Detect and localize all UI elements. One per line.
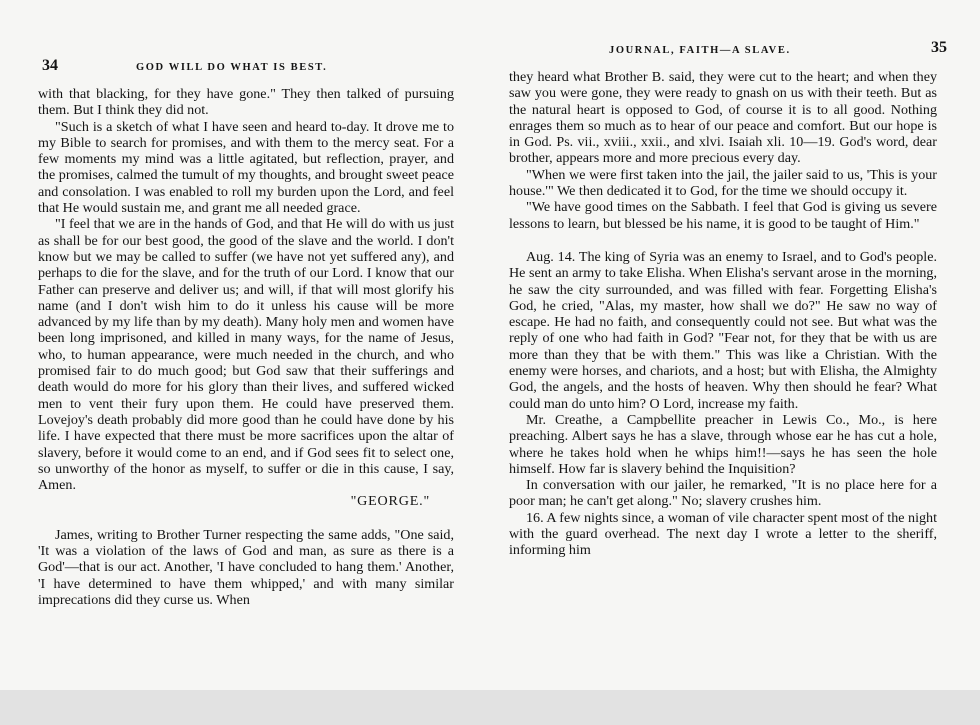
- paragraph: James, writing to Brother Turner respecting the same adds, "One said, 'It was a violation of the laws of God and man, as sure as there is a God'—that is our act. Another, 'I have concluded to hang them.' Another, 'I have determined to have them whipped,' and with many similar imprecations did they curse us. When: [38, 526, 454, 608]
- right-body-text: [509, 69, 937, 559]
- left-running-title: GOD WILL DO WHAT IS BEST.: [136, 62, 328, 73]
- right-page: [509, 0, 947, 690]
- paragraph: "I feel that we are in the hands of God, and that He will do with us just as shall be for our best good, the good of the slave and the world. I don't know but we may be called to suffer (we have not yet suffered any), and perhaps to die for the slave, and for the truth of our Lord. I know that our Father can preserve and deliver us; and will, if that will most glorify his name (and I don't wish him to do it unless his cause will be more advanced by my life than by my death). Many holy men and women have been long imprisoned, and killed in many ways, for the name of Jesus, who, to human appearance, were much needed in the church, and who promised fair to do much good; but God saw that their sufferings and death would do more for his glory than their lives, and suffered wicked men to vent their fury upon them. He could have preserved them. Lovejoy's death probably did more good than he could have done by his life. I have expected that there must be more sacrifices upon the altar of slavery, before it would come to an end, and if God sees fit to select one, so unworthy of the honor as myself, to suffer or die in this cause, I say, Amen.: [38, 216, 454, 494]
- paragraph: they heard what Brother B. said, they were cut to the heart; and when they saw you were gone, they were ready to gnash on us with their teeth. But as the natural heart is opposed to God, of course it is to all good. Nothing enrages them so much as to hear of our peace and comfort. But our hope is in God. Ps. vii., xviii., xxii., and xlvi. Isaiah xli. 10—19. God's word, dear brother, appears more and more precious every day.: [509, 69, 937, 167]
- right-running-title: JOURNAL, FAITH—A SLAVE.: [609, 45, 791, 56]
- paragraph: "When we were first taken into the jail, the jailer said to us, 'This is your house.'" We then dedicated it to God, for the time we should occupy it.: [509, 166, 937, 200]
- signature: "GEORGE.": [350, 493, 430, 510]
- journal-entry-aug-14: Aug. 14. The king of Syria was an enemy to Israel, and to God's people. He sent an army to take Elisha. When Elisha's servant arose in the morning, he saw the city surrounded, and was filled with fear. Forgetting Elisha's God, he cried, "Alas, my master, how shall we do?" He saw no way of escape. He had no faith, and consequently could not see. But what was the reply of one who had faith in God? "Fear not, for they that be with us are more than they that be with them." This was like a Christian. With the enemy were horses, and chariots, and a host; but with Elisha, the Almighty God, the angels, and the hosts of heaven. Why then should he fear? What could man do unto him? O Lord, increase my faith.: [509, 248, 937, 412]
- right-page-number: 35: [931, 39, 947, 56]
- left-page: [38, 0, 454, 690]
- paragraph: Mr. Creathe, a Campbellite preacher in Lewis Co., Mo., is here preaching. Albert says he has a slave, through whose ear he has cut a hole, where he takes hold when he whips him!!—says he has seen the hole himself. How far is slavery behind the Inquisition?: [509, 411, 937, 477]
- paragraph: In conversation with our jailer, he remarked, "It is no place here for a poor man; he can't get along." No; slavery crushes him.: [509, 477, 937, 510]
- paragraph: "Such is a sketch of what I have seen and heard to-day. It drove me to my Bible to search for promises, and with them to the mercy seat. For a few moments my mind was a little agitated, but reflection, prayer, and the promises, calmed the tumult of my thoughts, and brought sweet peace and consolation. I was enabled to roll my burden upon the Lord, and feel that He would sustain me, and grant me all needed grace.: [38, 118, 454, 217]
- paragraph: with that blacking, for they have gone." They then talked of pursuing them. But I think they did not.: [38, 86, 454, 119]
- scan-margin: [0, 690, 980, 725]
- left-body-text: [38, 86, 454, 608]
- left-page-number: 34: [42, 57, 58, 74]
- right-running-head: [509, 0, 947, 60]
- journal-entry-16: 16. A few nights since, a woman of vile character spent most of the night with the guard overhead. The next day I wrote a letter to the sheriff, informing him: [509, 509, 937, 559]
- left-running-head: [38, 0, 454, 74]
- paragraph: "We have good times on the Sabbath. I feel that God is giving us severe lessons to learn, but blessed be his name, it is good to be taught of Him.": [509, 199, 937, 232]
